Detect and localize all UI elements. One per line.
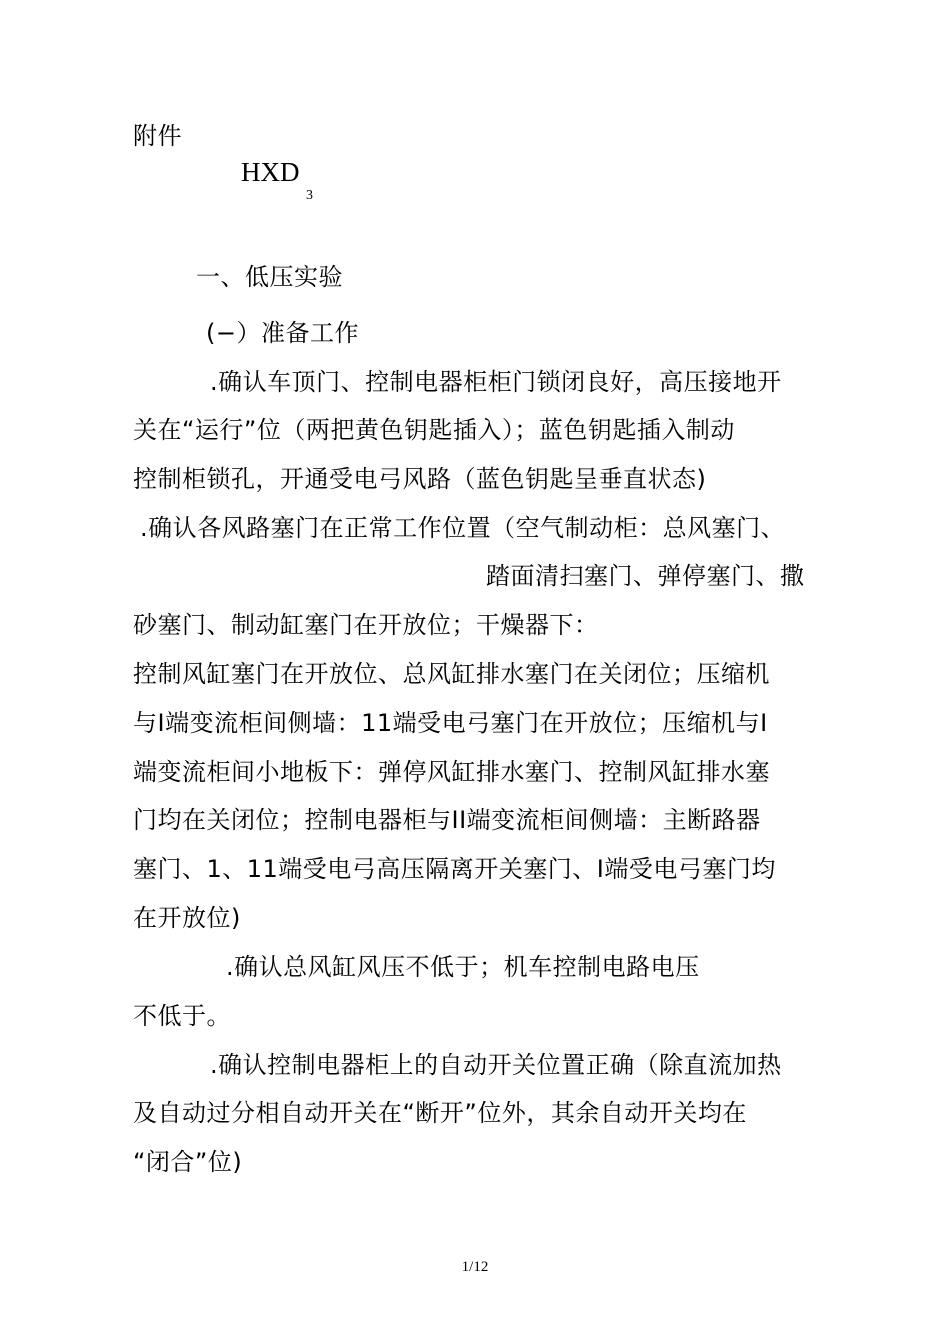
- body-line: 端变流柜间小地板下：弹停风缸排水塞门、控制风缸排水塞: [133, 758, 770, 786]
- body-line: 砂塞门、制动缸塞门在开放位；干燥器下：: [133, 611, 599, 639]
- body-line: 踏面清扫塞门、弹停塞门、撒: [486, 562, 805, 590]
- body-line: .确认总风缸风压不低于；机车控制电路电压: [226, 953, 700, 981]
- body-line: 不低于。: [133, 1002, 231, 1030]
- body-line: 控制风缸塞门在开放位、总风缸排水塞门在关闭位；压缩机: [133, 660, 770, 688]
- body-line: .确认控制电器柜上的自动开关位置正确（除直流加热: [210, 1051, 782, 1079]
- body-line: .确认车顶门、控制电器柜柜门锁闭良好，高压接地开: [210, 368, 782, 396]
- body-line: 与I端变流柜间侧墙：11端受电弓塞门在开放位；压缩机与I: [133, 709, 768, 737]
- body-line: 门均在关闭位；控制电器柜与II端变流柜间侧墙：主断路器: [133, 806, 761, 834]
- body-line: .确认各风路塞门在正常工作位置（空气制动柜：总风塞门、: [140, 514, 786, 542]
- body-line: 在开放位): [133, 904, 241, 932]
- body-line: 控制柜锁孔，开通受电弓风路（蓝色钥匙呈垂直状态): [133, 465, 707, 493]
- page-number: 1/12: [461, 1259, 489, 1275]
- document-title: HXD: [241, 157, 300, 187]
- body-line: 关在“运行”位（两把黄色钥匙插入）；蓝色钥匙插入制动: [133, 416, 735, 444]
- section-heading: 一、低压实验: [196, 263, 343, 291]
- subsection-heading: (−）准备工作: [206, 319, 359, 347]
- document-title-subscript: 3: [306, 188, 313, 203]
- body-line: “闭合”位): [133, 1148, 243, 1176]
- body-line: 塞门、1、11端受电弓高压隔离开关塞门、I端受电弓塞门均: [133, 855, 776, 883]
- attachment-label: 附件: [133, 122, 182, 150]
- body-line: 及自动过分相自动开关在“断开”位外，其余自动开关均在: [133, 1099, 747, 1127]
